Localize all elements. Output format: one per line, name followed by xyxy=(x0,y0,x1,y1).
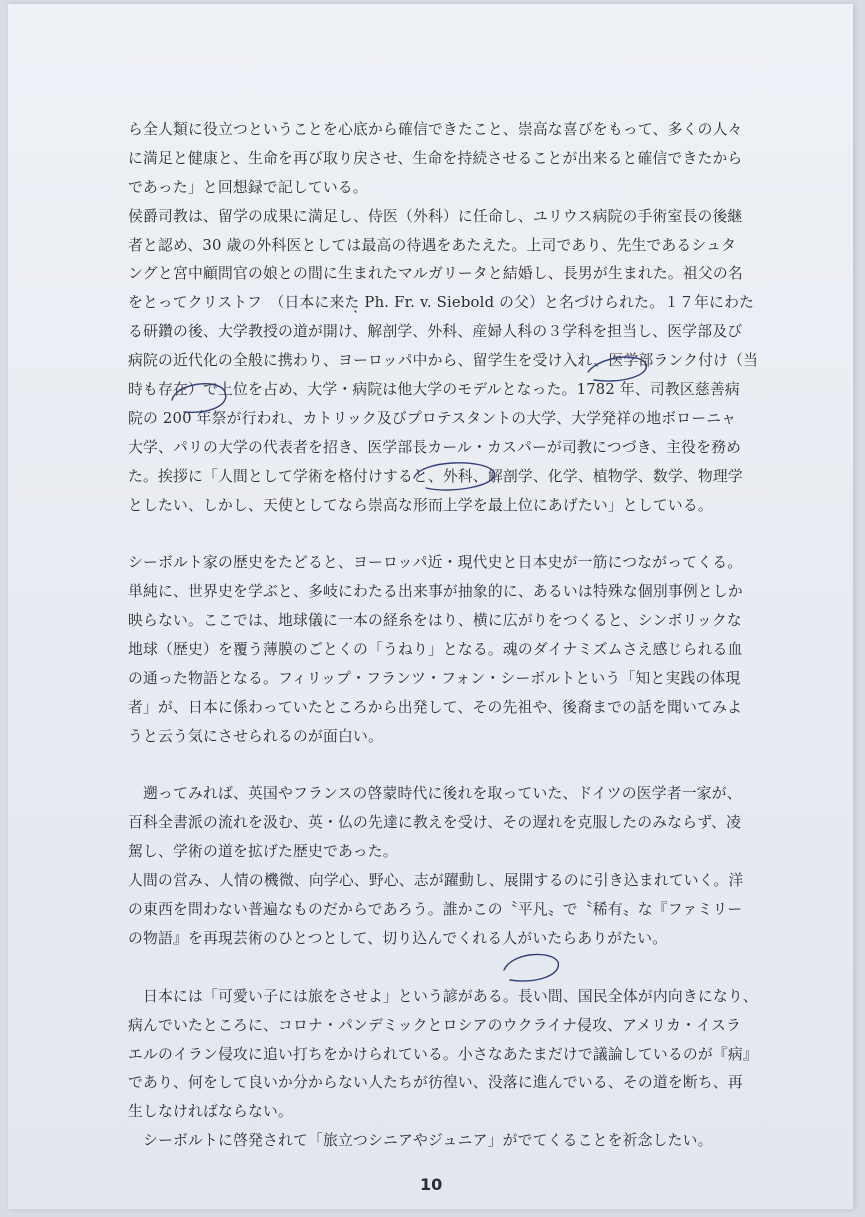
text-line: であり、何をして良いか分からない人たちが彷徨い、没落に進んでいる、その道を断ち、再 xyxy=(128,1074,743,1092)
text-line: であった」と回想録で記している。 xyxy=(128,178,368,196)
text-line: の通った物語となる。フィリップ・フランツ・フォン・シーボルトという「知と実践の体現 xyxy=(128,669,741,687)
text-line: シーボルトに啓発されて「旅立つシニアやジュニア」がでてくることを祈念したい。 xyxy=(128,1132,713,1150)
text-line: 日本には「可愛い子には旅をさせよ」という諺がある。長い間、国民全体が内向きになり、 xyxy=(128,987,758,1005)
text-line: 時も存在）で上位を占め、大学・病院は他大学のモデルとなった。1782 年、司教区慈善病 xyxy=(128,381,740,399)
text-line: 者」が、日本に係わっていたところから出発して、その先祖や、後裔までの話を聞いてみよ xyxy=(128,698,743,716)
text-line: 院の 200 年祭が行われ、カトリック及びプロテスタントの大学、大学発祥の地ボローニャ xyxy=(128,409,737,427)
paragraph-gap xyxy=(128,752,768,781)
text-line: 映らない。ここでは、地球儀に一本の経糸をはり、横に広がりをつくると、シンボリックな xyxy=(128,612,742,630)
text-line: ら全人類に役立つということを心底から確信できたこと、崇高な喜びをもって、多くの人々 xyxy=(128,121,743,138)
text-line: 地球（歴史）を覆う薄膜のごとくの「うねり」となる。魂のダイナミズムさえ感じられる血 xyxy=(128,641,743,659)
page-number: 10 xyxy=(420,1175,443,1194)
text-line: の物語』を再現芸術のひとつとして、切り込んでくれる人がいたらありがたい。 xyxy=(128,929,668,947)
text-line: をとってクリストフ （日本に来た Ph. Fr. v. Siebold の父）と名づけられた。１７年にわた xyxy=(128,294,755,312)
text-line: エルのイラン侵攻に追い打ちをかけられている。小さなあたまだけで議論しているのが『病』 xyxy=(128,1045,758,1063)
paragraph xyxy=(128,780,768,953)
document-body xyxy=(128,116,768,1156)
text-line: 百科全書派の流れを汲む、英・仏の先達に教えを受け、その遅れを克服したのみならず、凌 xyxy=(128,814,742,832)
paragraph-gap xyxy=(128,520,768,549)
text-line: 単純に、世界史を学ぶと、多岐にわたる出来事が抽象的に、あるいは特殊な個別事例としか xyxy=(128,583,743,601)
text-line: の東西を問わない普遍なものだからであろう。誰かこの〝平凡〟で〝稀有〟な『ファミリー xyxy=(128,901,743,919)
text-line: ングと宮中顧問官の娘との間に生まれたマルガリータと結婚し、長男が生まれた。祖父の名 xyxy=(128,265,743,283)
paragraph xyxy=(128,549,768,751)
paragraph-gap xyxy=(128,954,768,983)
text-line: 遡ってみれば、英国やフランスの啓蒙時代に後れを取っていた、ドイツの医学者一家が、 xyxy=(128,785,742,803)
paragraph xyxy=(128,116,768,520)
paragraph xyxy=(128,983,768,1156)
text-line: 生しなければならない。 xyxy=(128,1103,293,1121)
text-line: 病院の近代化の全般に携わり、ヨーロッパ中から、留学生を受け入れ、医学部ランク付け（当 xyxy=(128,352,759,370)
text-line: に満足と健康と、生命を再び取り戻させ、生命を持続させることが出来ると確信できたから xyxy=(128,149,743,167)
text-line: 病んでいたところに、コロナ・パンデミックとロシアのウクライナ侵攻、アメリカ・イスラ xyxy=(128,1016,741,1034)
text-line: 者と認め、30 歳の外科医としては最高の待遇をあたえた。上司であり、先生であるシュタ xyxy=(128,236,737,254)
text-line: シーボルト家の歴史をたどると、ヨーロッパ近・現代史と日本史が一筋につながってくる。 xyxy=(128,554,743,572)
text-line: た。挨拶に「人間として学術を格付けすると、外科、解剖学、化学、植物学、数学、物理学 xyxy=(128,467,743,485)
text-line: 侯爵司教は、留学の成果に満足し、侍医（外科）に任命し、ユリウス病院の手術室長の後継 xyxy=(128,207,743,225)
text-line: としたい、しかし、天使としてなら崇高な形而上学を最上位にあげたい」としている。 xyxy=(128,496,713,514)
text-line: 人間の営み、人情の機微、向学心、野心、志が躍動し、展開するのに引き込まれていく。洋 xyxy=(128,872,744,890)
text-line: うと云う気にさせられるのが面白い。 xyxy=(128,727,383,745)
text-line: る研鑽の後、大学教授の道が開け、解剖学、外科、産婦人科の３学科を担当し、医学部及び xyxy=(128,323,743,341)
text-line: 大学、パリの大学の代表者を招き、医学部長カール・カスパーが司教につづき、主役を務め xyxy=(128,438,742,456)
text-line: 駕し、学術の道を拡げた歴史であった。 xyxy=(128,843,398,861)
